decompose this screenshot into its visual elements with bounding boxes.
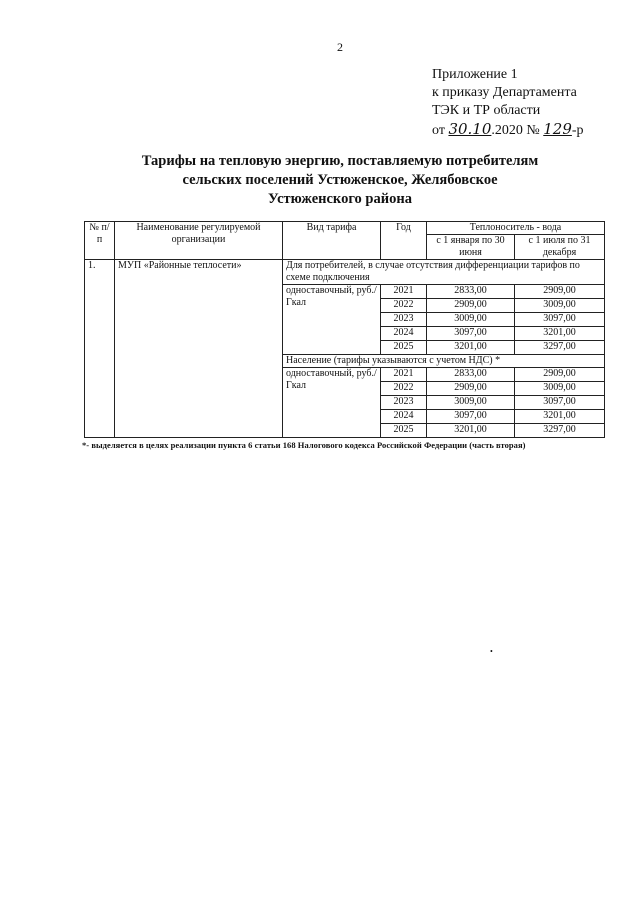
value-cell: 3097,00 — [427, 410, 515, 424]
value-cell: 2909,00 — [515, 285, 605, 299]
value-cell: 3097,00 — [515, 313, 605, 327]
appendix-date-line — [432, 120, 632, 140]
value-cell: 2833,00 — [427, 368, 515, 382]
page-number: 2 — [337, 40, 343, 54]
year-cell: 2023 — [381, 396, 427, 410]
year-cell: 2025 — [381, 424, 427, 438]
value-cell: 3201,00 — [427, 424, 515, 438]
value-cell: 2909,00 — [427, 382, 515, 396]
value-cell: 2909,00 — [427, 299, 515, 313]
document-title — [90, 152, 590, 209]
tariff-table — [84, 221, 605, 438]
header-period-2: с 1 июля по 31 декабря — [515, 235, 605, 260]
header-carrier: Теплоноситель - вода — [427, 222, 605, 235]
header-num: № п/п — [85, 222, 115, 260]
title-line-2: сельских поселений Устюженское, Желябовское — [182, 172, 498, 188]
section-2-tariff-type: одноставочный, руб./Гкал — [283, 368, 381, 438]
date-handwritten: 30.10 — [448, 120, 492, 138]
order-suffix: -р — [571, 123, 584, 138]
organization-name: МУП «Районные теплосети» — [115, 260, 283, 438]
value-cell: 3097,00 — [427, 327, 515, 341]
value-cell: 3297,00 — [515, 424, 605, 438]
title-line-3: Устюженского района — [268, 191, 412, 207]
appendix-line-3: ТЭК и ТР области — [432, 103, 541, 118]
year-cell: 2024 — [381, 327, 427, 341]
value-cell: 3201,00 — [515, 327, 605, 341]
value-cell: 3009,00 — [515, 299, 605, 313]
header-year: Год — [381, 222, 427, 260]
date-prefix: от — [432, 123, 445, 138]
value-cell: 2909,00 — [515, 368, 605, 382]
date-year: .2020 № — [491, 123, 540, 138]
row-number: 1. — [85, 260, 115, 438]
section-1-tariff-type: одноставочный, руб./Гкал — [283, 285, 381, 355]
footnote: *- выделяется в целях реализации пункта 6 статьи 168 Налогового кодекса Российской Федерации (часть вторая) — [82, 440, 526, 450]
value-cell: 3097,00 — [515, 396, 605, 410]
title-line-1: Тарифы на тепловую энергию, поставляемую потребителям — [141, 153, 539, 169]
section-1-heading-row — [85, 260, 605, 285]
value-cell: 3009,00 — [427, 313, 515, 327]
appendix-line-1: Приложение 1 — [432, 67, 518, 82]
section-2-heading: Население (тарифы указываются с учетом НДС) * — [283, 355, 605, 368]
year-cell: 2022 — [381, 299, 427, 313]
value-cell: 2833,00 — [427, 285, 515, 299]
year-cell: 2021 — [381, 368, 427, 382]
appendix-block — [432, 66, 632, 140]
section-1-heading: Для потребителей, в случае отсутствия дифференциации тарифов по схеме подключения — [283, 260, 605, 285]
year-cell: 2022 — [381, 382, 427, 396]
header-type: Вид тарифа — [283, 222, 381, 260]
appendix-line-2: к приказу Департамента — [432, 85, 577, 100]
value-cell: 3009,00 — [515, 382, 605, 396]
year-cell: 2021 — [381, 285, 427, 299]
value-cell: 3201,00 — [515, 410, 605, 424]
header-org: Наименование регулируемой организации — [115, 222, 283, 260]
year-cell: 2024 — [381, 410, 427, 424]
header-period-1: с 1 января по 30 июня — [427, 235, 515, 260]
value-cell: 3009,00 — [427, 396, 515, 410]
order-number-handwritten: 129 — [543, 120, 572, 138]
year-cell: 2025 — [381, 341, 427, 355]
value-cell: 3297,00 — [515, 341, 605, 355]
value-cell: 3201,00 — [427, 341, 515, 355]
table-header-row-1 — [85, 222, 605, 235]
scan-speck: • — [490, 647, 493, 656]
year-cell: 2023 — [381, 313, 427, 327]
